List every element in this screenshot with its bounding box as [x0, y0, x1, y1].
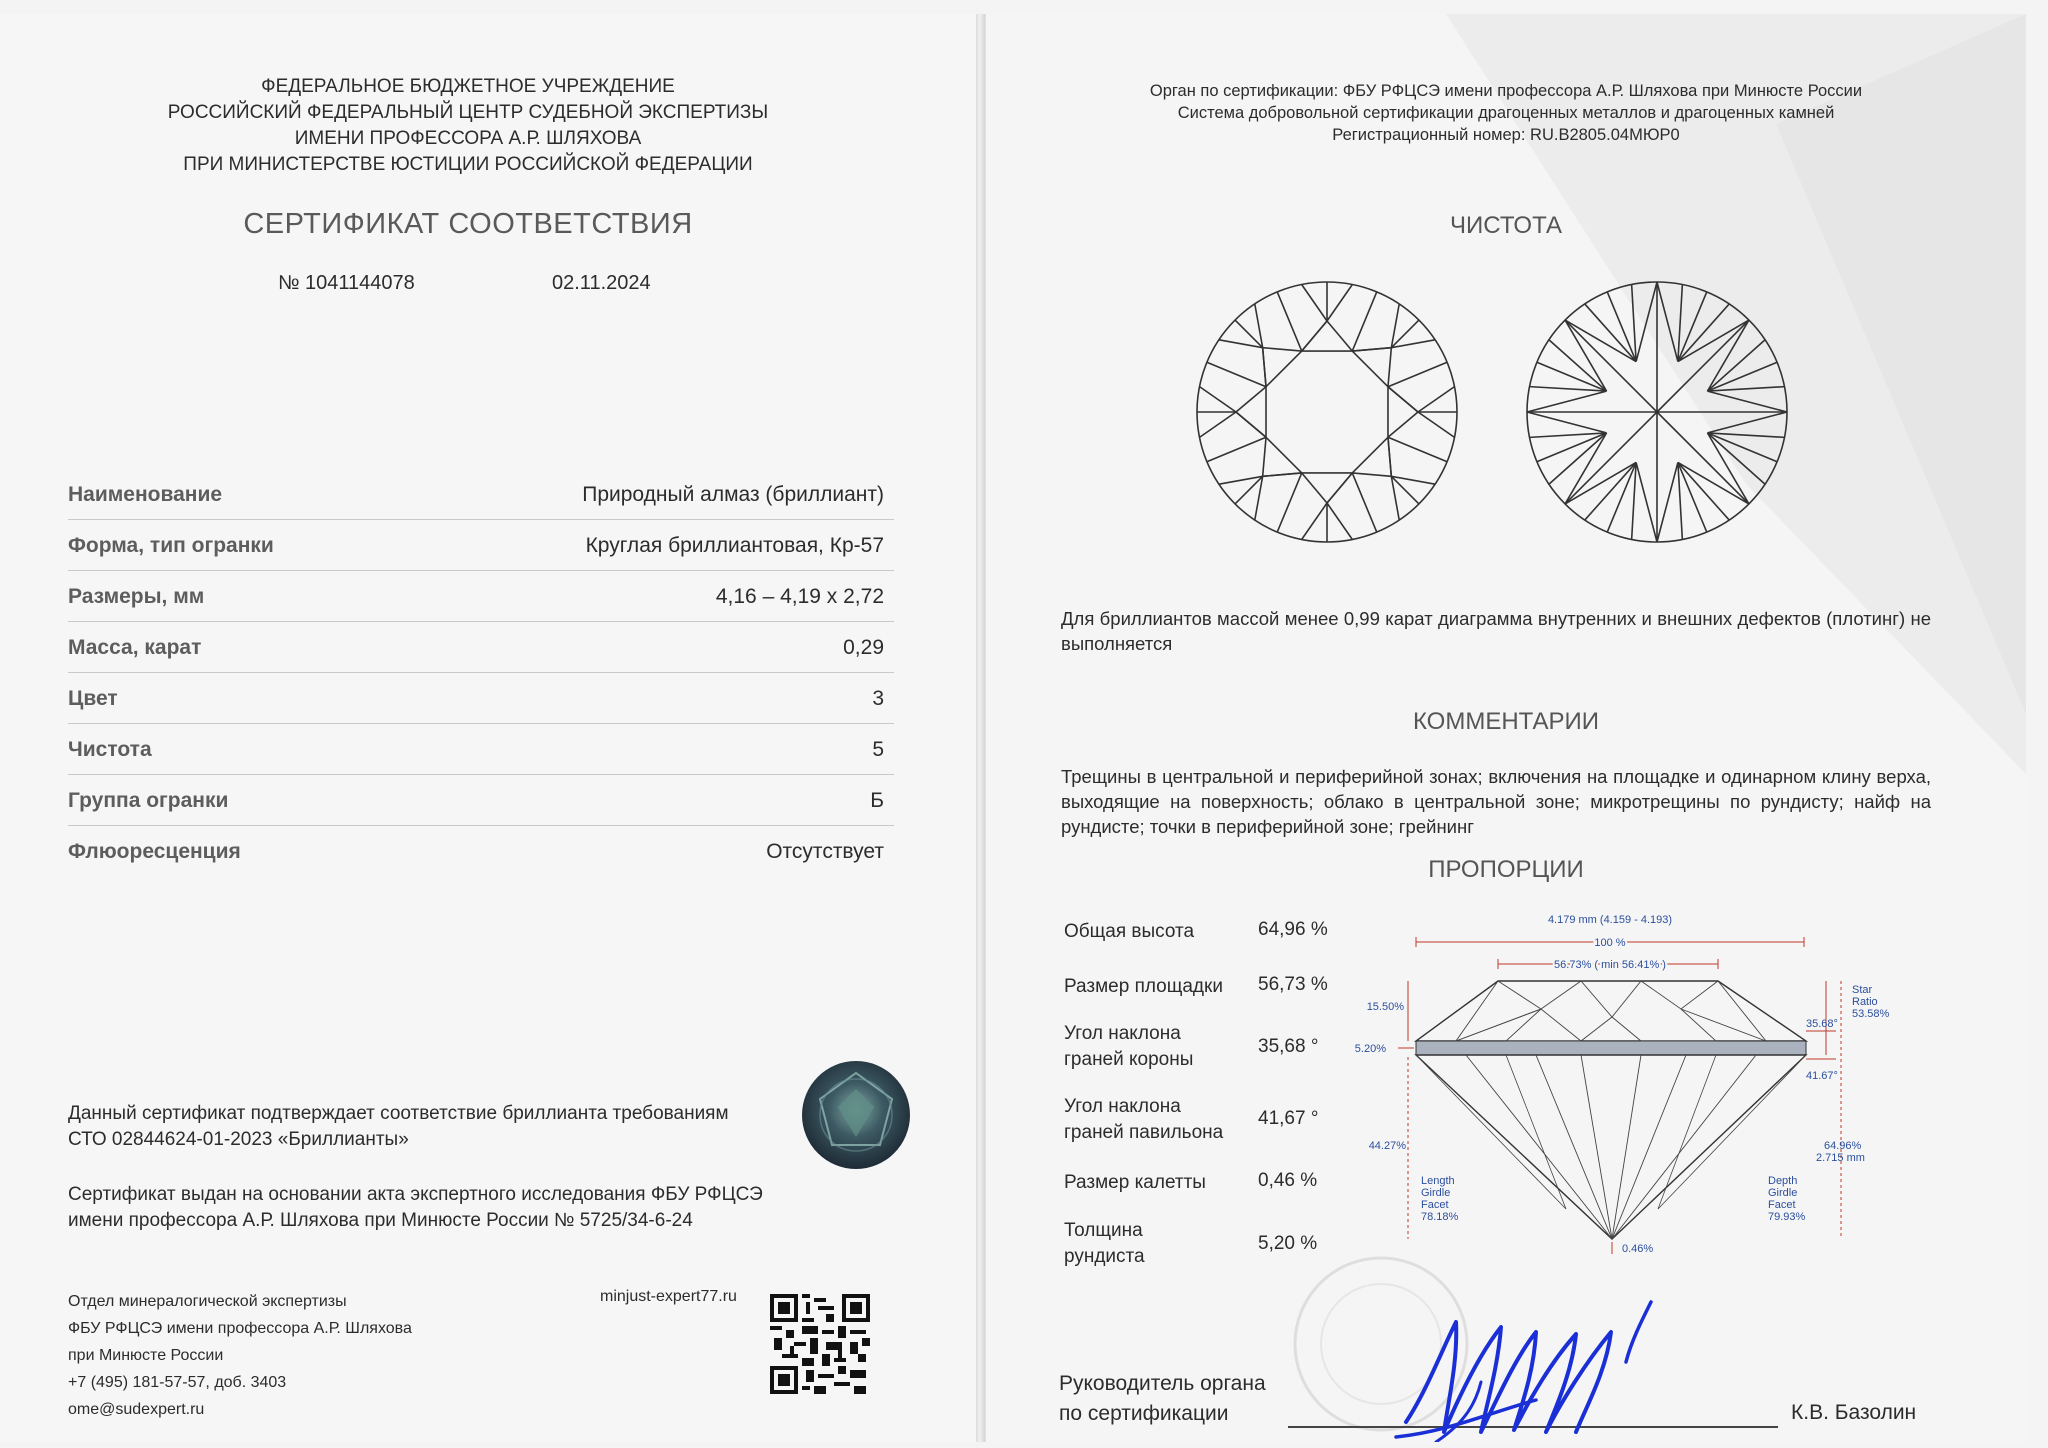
label-line: Угол наклона — [1064, 1023, 1181, 1044]
basis-line: Сертификат выдан на основании акта экспертного исследования ФБУ РФЦСЭ — [68, 1184, 763, 1205]
row-value: 3 — [872, 687, 884, 710]
table-row — [68, 826, 894, 876]
table-size-label: 56.73% ( min 56.41% ) — [1554, 959, 1666, 971]
proportion-value: 56,73 % — [1258, 974, 1328, 995]
conformity-statement — [68, 1101, 788, 1153]
proportions-title: ПРОПОРЦИИ — [1428, 856, 1584, 883]
crown-height-label: 15.50% — [1366, 1001, 1404, 1013]
table-row — [68, 571, 894, 622]
row-value: Природный алмаз (бриллиант) — [582, 483, 884, 506]
row-key: Цвет — [68, 687, 118, 710]
row-key: Чистота — [68, 738, 152, 761]
length-girdle-facet-label: Length Girdle Facet 78.18% — [1421, 1175, 1459, 1223]
label-line: рундиста — [1064, 1246, 1145, 1267]
website-link[interactable]: minjust-expert77.ru — [600, 1288, 737, 1305]
table-row — [68, 775, 894, 826]
institution-header — [0, 74, 936, 178]
crown-view-diagram — [1191, 276, 1463, 548]
row-key: Наименование — [68, 483, 223, 506]
contact-line: при Минюсте России — [68, 1347, 224, 1364]
table-row — [68, 469, 894, 520]
contact-line: +7 (495) 181-57-57, доб. 3403 — [68, 1374, 287, 1391]
row-key: Форма, тип огранки — [68, 534, 274, 557]
proportion-value: 64,96 % — [1258, 919, 1328, 940]
row-key: Флюоресценция — [68, 840, 241, 863]
proportion-value: 5,20 % — [1258, 1233, 1318, 1254]
statement-line: Данный сертификат подтверждает соответствие бриллианта требованиям — [68, 1103, 729, 1124]
row-value: 0,29 — [843, 636, 884, 659]
depth-girdle-facet-label: Depth Girdle Facet 79.93% — [1768, 1175, 1806, 1223]
signatory-name: К.В. Базолин — [1791, 1401, 1917, 1424]
org-line: Система добровольной сертификации драгоценных металлов и драгоценных камней — [1177, 104, 1835, 122]
contact-email: ome@sudexpert.ru — [68, 1401, 205, 1418]
hologram-seal — [800, 1059, 912, 1171]
certificate-title: СЕРТИФИКАТ СООТВЕТСТВИЯ — [243, 208, 693, 240]
pavilion-depth-label: 44.27% — [1368, 1140, 1406, 1152]
org-line: Орган по сертификации: ФБУ РФЦСЭ имени профессора А.Р. Шляхова при Минюсте России — [1149, 82, 1863, 100]
qr-code[interactable] — [770, 1294, 870, 1394]
position-line: по сертификации — [1059, 1402, 1229, 1425]
header-line: ФЕДЕРАЛЬНОЕ БЮДЖЕТНОЕ УЧРЕЖДЕНИЕ — [261, 76, 675, 97]
contact-line: ФБУ РФЦСЭ имени профессора А.Р. Шляхова — [68, 1320, 412, 1337]
position-line: Руководитель органа — [1059, 1372, 1266, 1395]
row-value: 5 — [872, 738, 884, 761]
header-line: ИМЕНИ ПРОФЕССОРА А.Р. ШЛЯХОВА — [294, 128, 642, 149]
crown-angle-label: 35.68° — [1806, 1018, 1838, 1030]
proportion-value: 35,68 ° — [1258, 1036, 1319, 1057]
stone-details-table — [68, 469, 894, 876]
proportion-value: 0,46 % — [1258, 1170, 1318, 1191]
pavilion-view-diagram — [1521, 276, 1793, 548]
proportion-label: Размер площадки — [1064, 976, 1223, 997]
label-line: Толщина — [1064, 1220, 1143, 1241]
proportion-label — [1064, 1218, 1145, 1270]
label-line: граней павильона — [1064, 1122, 1224, 1143]
row-key: Группа огранки — [68, 789, 229, 812]
diameter-label: 4.179 mm (4.159 - 4.193) — [1547, 914, 1673, 926]
basis-line: имени профессора А.Р. Шляхова при Минюсте России № 5725/34-6-24 — [68, 1210, 693, 1231]
comments-title: КОММЕНТАРИИ — [1412, 708, 1600, 735]
table-row — [68, 673, 894, 724]
hundred-percent-label: 100 % — [1594, 937, 1626, 949]
star-ratio-label: Star Ratio 53.58% — [1852, 984, 1890, 1020]
row-value: 4,16 – 4,19 х 2,72 — [715, 585, 884, 608]
row-value: Б — [870, 789, 884, 812]
certification-body — [986, 80, 2026, 146]
row-value: Круглая бриллиантовая, Кр-57 — [585, 534, 884, 557]
registration-number: Регистрационный номер: RU.B2805.04МЮР0 — [1332, 126, 1680, 144]
total-depth-label: 64.96% 2.715 mm — [1816, 1140, 1865, 1164]
row-value: Отсутствует — [766, 840, 884, 863]
comments-text: Трещины в центральной и периферийной зонах; включения на площадке и одинарном клину верха, выходящие на поверхность; облако в центральной зоне; микротрещины по рундисту; найф на рундисте; точки в периферийной зоне; грейнинг — [1061, 766, 1931, 837]
proportion-value: 41,67 ° — [1258, 1108, 1319, 1129]
certificate-number: № 1041144078 — [278, 272, 415, 294]
girdle-thickness-label: 5.20% — [1354, 1043, 1386, 1055]
row-key: Размеры, мм — [68, 585, 205, 608]
table-row — [68, 724, 894, 775]
statement-line: СТО 02844624-01-2023 «Бриллианты» — [68, 1129, 409, 1150]
table-row — [68, 520, 894, 571]
proportion-label — [1064, 1021, 1193, 1073]
proportion-label: Размер калетты — [1064, 1172, 1206, 1193]
certificate-front-page — [0, 14, 977, 1442]
label-line: Угол наклона — [1064, 1096, 1181, 1117]
proportions-profile-diagram — [1336, 909, 1946, 1264]
contact-line: Отдел минералогической экспертизы — [68, 1293, 347, 1310]
issuance-basis — [68, 1182, 868, 1234]
plotting-note: Для бриллиантов массой менее 0,99 карат диаграмма внутренних и внешних дефектов (плотинг) не выполняется — [1061, 608, 1931, 654]
certificate-back-page — [985, 14, 2026, 1442]
clarity-title: ЧИСТОТА — [1450, 212, 1562, 239]
row-key: Масса, карат — [68, 636, 202, 659]
header-line: РОССИЙСКИЙ ФЕДЕРАЛЬНЫЙ ЦЕНТР СУДЕБНОЙ ЭКСПЕРТИЗЫ — [167, 102, 769, 123]
header-line: ПРИ МИНИСТЕРСТВЕ ЮСТИЦИИ РОССИЙСКОЙ ФЕДЕРАЦИИ — [183, 154, 753, 175]
handwritten-signature — [1386, 1282, 1726, 1442]
proportion-label: Общая высота — [1064, 921, 1195, 942]
proportion-label — [1064, 1094, 1223, 1146]
signatory-position — [1059, 1369, 1266, 1429]
table-row — [68, 622, 894, 673]
pavilion-angle-label: 41.67° — [1806, 1070, 1838, 1082]
issuer-contacts — [68, 1288, 412, 1423]
culet-label: 0.46% — [1622, 1243, 1654, 1255]
label-line: граней короны — [1064, 1049, 1194, 1070]
certificate-date: 02.11.2024 — [552, 272, 651, 294]
page-fold — [976, 14, 985, 1442]
